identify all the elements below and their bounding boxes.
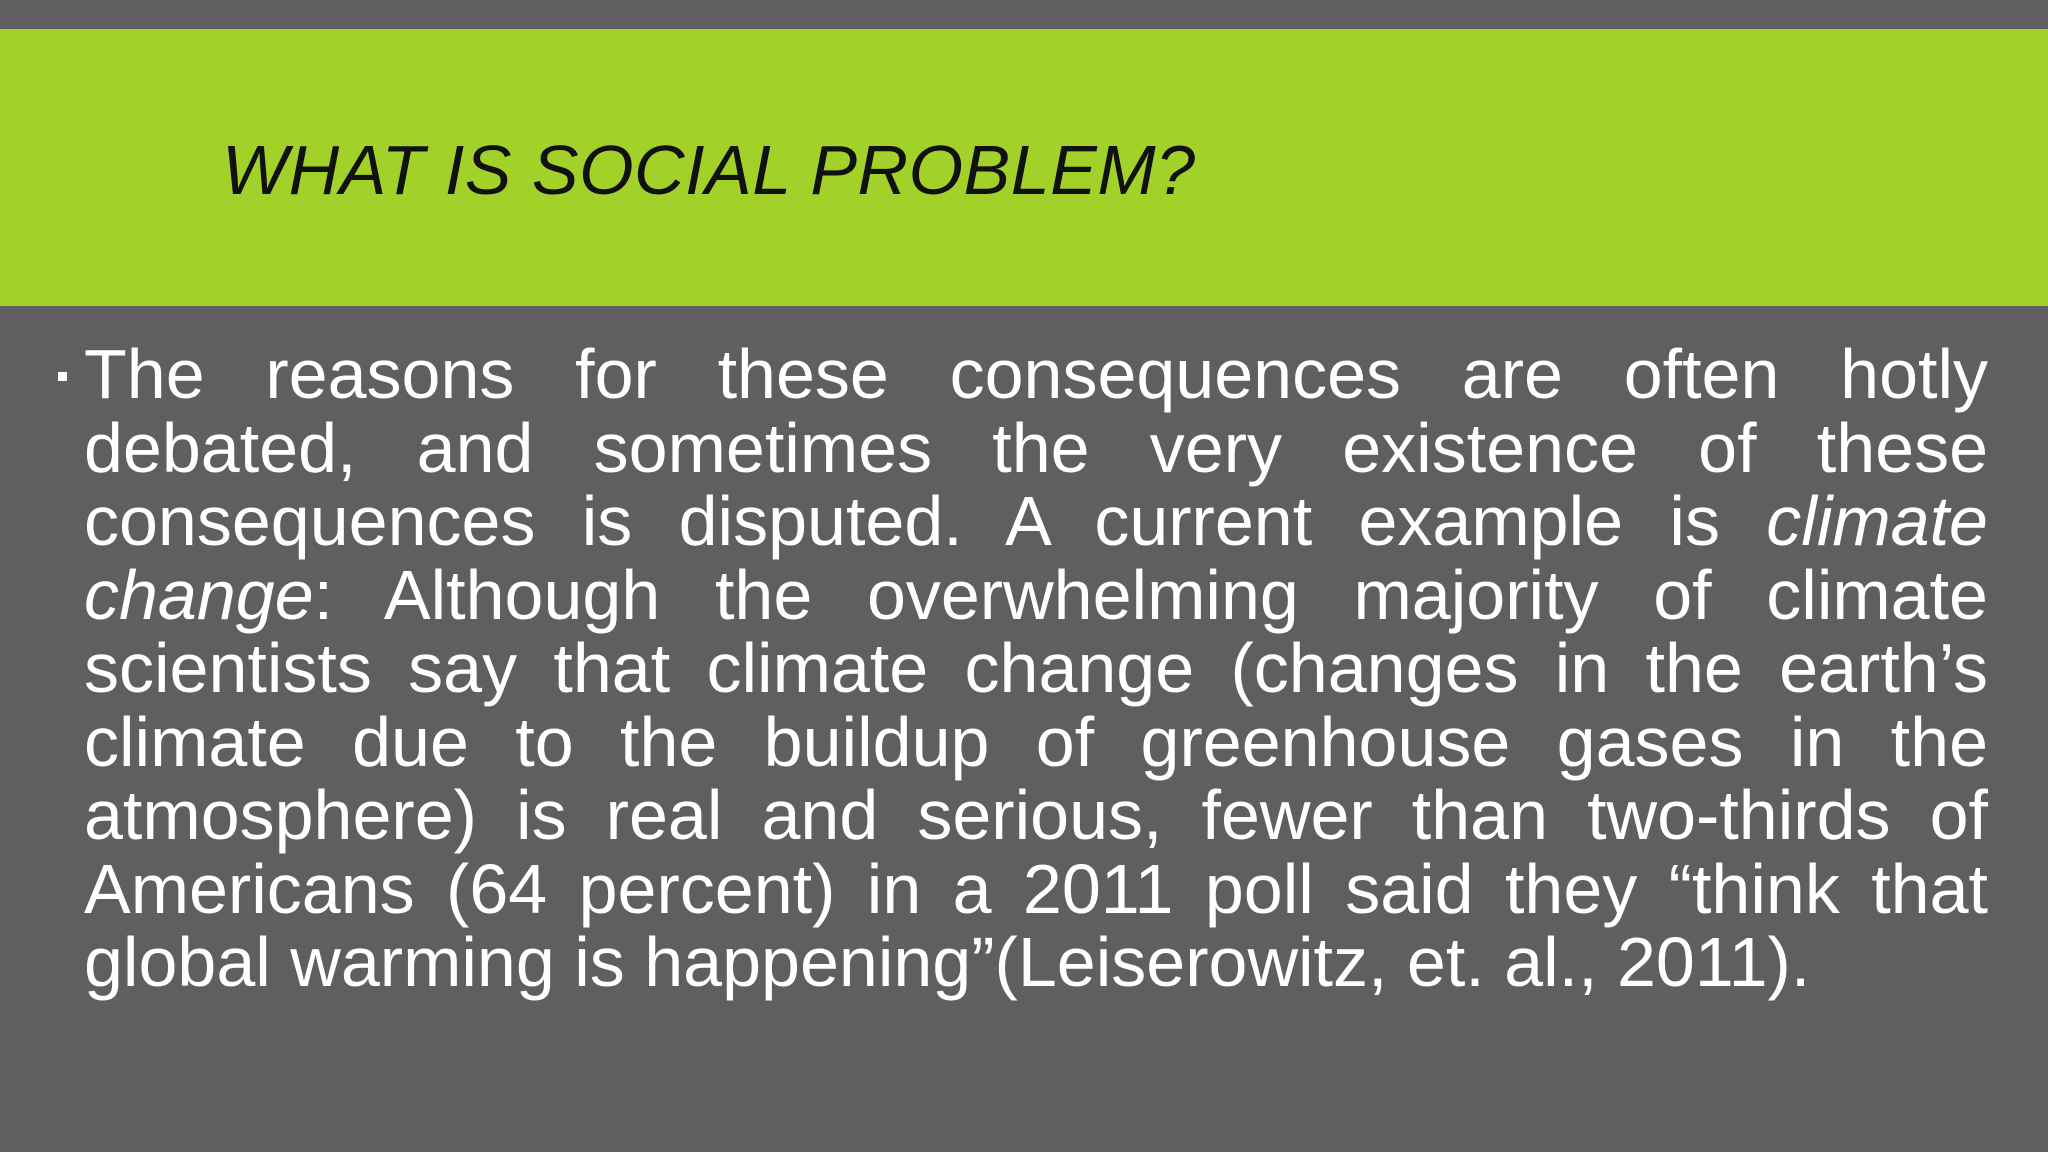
bullet-text-part-2: : Although the overwhelming majority of climate scientists say that climate change (changes in the earth’s climate due to the buildup of greenhouse gases in the atmosphere) is real and serious, fewer than two-thirds of Americans (64 percent) in a 2011 poll said they “think that global warming is happening”(Leiserowitz, et. al., 2011). <box>84 555 1988 1001</box>
bullet-text-part-1: The reasons for these consequences are often hotly debated, and sometimes the very existence of these consequences is disputed. A current example is <box>84 335 1988 560</box>
bullet-text <box>84 335 1988 1001</box>
square-bullet-icon <box>58 372 67 381</box>
slide-content <box>52 335 1992 1098</box>
bullet-item <box>52 335 1992 1001</box>
bullet-text-italic-term: climate change <box>84 482 1988 634</box>
slide-title: WHAT IS SOCIAL PROBLEM? <box>222 131 1196 209</box>
